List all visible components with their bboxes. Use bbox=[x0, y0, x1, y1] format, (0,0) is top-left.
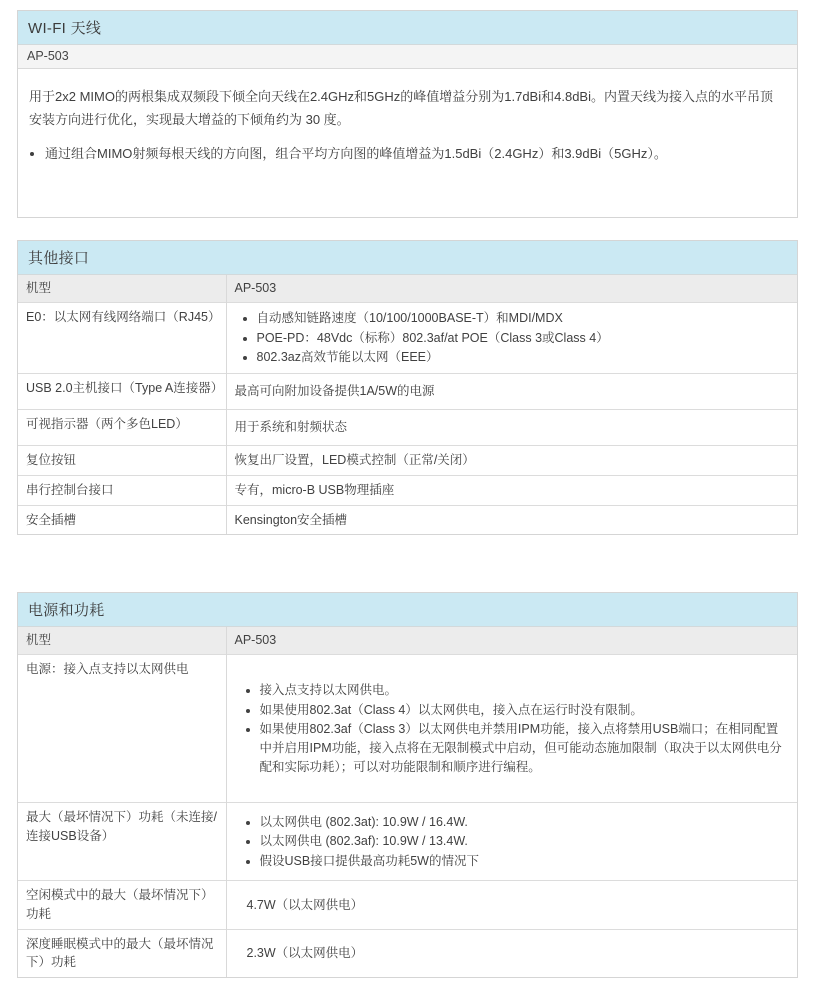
spec-label: 空闲模式中的最大（最坏情况下）功耗 bbox=[26, 888, 214, 921]
model-row bbox=[18, 275, 797, 302]
spec-value bbox=[226, 655, 797, 803]
spec-row bbox=[18, 505, 797, 534]
spec-row bbox=[18, 655, 797, 803]
section-header bbox=[18, 241, 797, 275]
spec-label: 最大（最坏情况下）功耗（未连接/连接USB设备） bbox=[26, 810, 217, 843]
section-header bbox=[18, 11, 797, 45]
spec-row bbox=[18, 410, 797, 446]
section-header bbox=[18, 593, 797, 627]
bullet-item: • 如果使用802.3at（Class 4）以太网供电，接入点在运行时没有限制。 bbox=[260, 701, 790, 720]
model-row bbox=[18, 627, 797, 654]
spec-row bbox=[18, 803, 797, 881]
spec-row bbox=[18, 446, 797, 476]
antenna-paragraph: 用于2x2 MIMO的两根集成双频段下倾全向天线在2.4GHz和5GHz的峰值增益分别为1.7dBi和4.8dBi。内置天线为接入点的水平吊顶安装方向进行优化，实现最大增益的下倾角约为 30 度。 bbox=[29, 89, 773, 128]
bullet-list bbox=[247, 813, 790, 871]
power-consumption-table bbox=[18, 627, 797, 977]
spec-value: 4.7W（以太网供电） bbox=[226, 881, 797, 930]
section-title: WI-FI 天线 bbox=[28, 20, 102, 37]
spec-value: Kensington安全插槽 bbox=[226, 505, 797, 534]
bullet-list bbox=[247, 681, 790, 777]
bullet-list bbox=[29, 142, 785, 165]
spec-label: 安全插槽 bbox=[26, 512, 77, 527]
spec-row bbox=[18, 475, 797, 505]
spec-value bbox=[226, 803, 797, 881]
model-subheader bbox=[18, 45, 797, 69]
section-other-interfaces bbox=[17, 240, 798, 535]
spec-value: 专有，micro-B USB物理插座 bbox=[226, 475, 797, 505]
spec-label: E0：以太网有线网络端口（RJ45） bbox=[26, 309, 221, 324]
spec-label: 串行控制台接口 bbox=[26, 482, 114, 497]
bullet-item: • 以太网供电 (802.3af): 10.9W / 13.4W. bbox=[260, 832, 790, 851]
spec-row bbox=[18, 929, 797, 977]
section-title: 电源和功耗 bbox=[28, 602, 105, 620]
spec-label: 深度睡眠模式中的最大（最坏情况下）功耗 bbox=[26, 936, 214, 970]
bullet-item: • 通过组合MIMO射频每根天线的方向图，组合平均方向图的峰值增益为1.5dBi（2.4GHz）和3.9dBi（5GHz）。 bbox=[45, 142, 785, 165]
spec-value: 用于系统和射频状态 bbox=[226, 410, 797, 446]
model-value-cell: AP-503 bbox=[226, 627, 797, 654]
antenna-description bbox=[18, 69, 797, 217]
model-label-cell: 机型 bbox=[26, 633, 52, 648]
bullet-item: • 假设USB接口提供最高功耗5W的情况下 bbox=[260, 852, 790, 871]
spec-value: 2.3W（以太网供电） bbox=[226, 929, 797, 977]
spec-label: 电源：接入点支持以太网供电 bbox=[26, 662, 189, 677]
bullet-item: • 接入点支持以太网供电。 bbox=[260, 681, 790, 700]
spec-row bbox=[18, 374, 797, 410]
spec-value: 恢复出厂设置，LED模式控制（正常/关闭） bbox=[226, 446, 797, 476]
section-wifi-antenna bbox=[17, 10, 798, 218]
spec-value: 最高可向附加设备提供1A/5W的电源 bbox=[226, 374, 797, 410]
model-value-cell: AP-503 bbox=[226, 275, 797, 302]
model-label: AP-503 bbox=[27, 49, 69, 63]
spec-label: USB 2.0主机接口（Type A连接器） bbox=[26, 381, 224, 396]
spec-label: 可视指示器（两个多色LED） bbox=[26, 417, 188, 432]
section-power-consumption bbox=[17, 592, 798, 978]
bullet-item: • 以太网供电 (802.3at): 10.9W / 16.4W. bbox=[260, 813, 790, 832]
bullet-item: • POE-PD：48Vdc（标称）802.3af/at POE（Class 3或Class 4） bbox=[257, 329, 790, 348]
bullet-item: • 自动感知链路速度（10/100/1000BASE-T）和MDI/MDX bbox=[257, 309, 790, 328]
spec-value bbox=[226, 302, 797, 373]
model-label-cell: 机型 bbox=[26, 281, 52, 296]
spec-row bbox=[18, 302, 797, 373]
bullet-item: • 如果使用802.3af（Class 3）以太网供电并禁用IPM功能，接入点将禁用USB端口；在相同配置中并启用IPM功能，接入点将在无限制模式中启动，但可能动态施加限制（取决于以太网供电分配和实际功耗）；可以对功能限制和顺序进行编程。 bbox=[260, 720, 790, 776]
bullet-list bbox=[235, 309, 790, 367]
bullet-item: • 802.3az高效节能以太网（EEE） bbox=[257, 348, 790, 367]
spec-row bbox=[18, 881, 797, 930]
section-title: 其他接口 bbox=[28, 250, 90, 268]
spec-label: 复位按钮 bbox=[26, 453, 77, 468]
other-interfaces-table bbox=[18, 275, 797, 534]
